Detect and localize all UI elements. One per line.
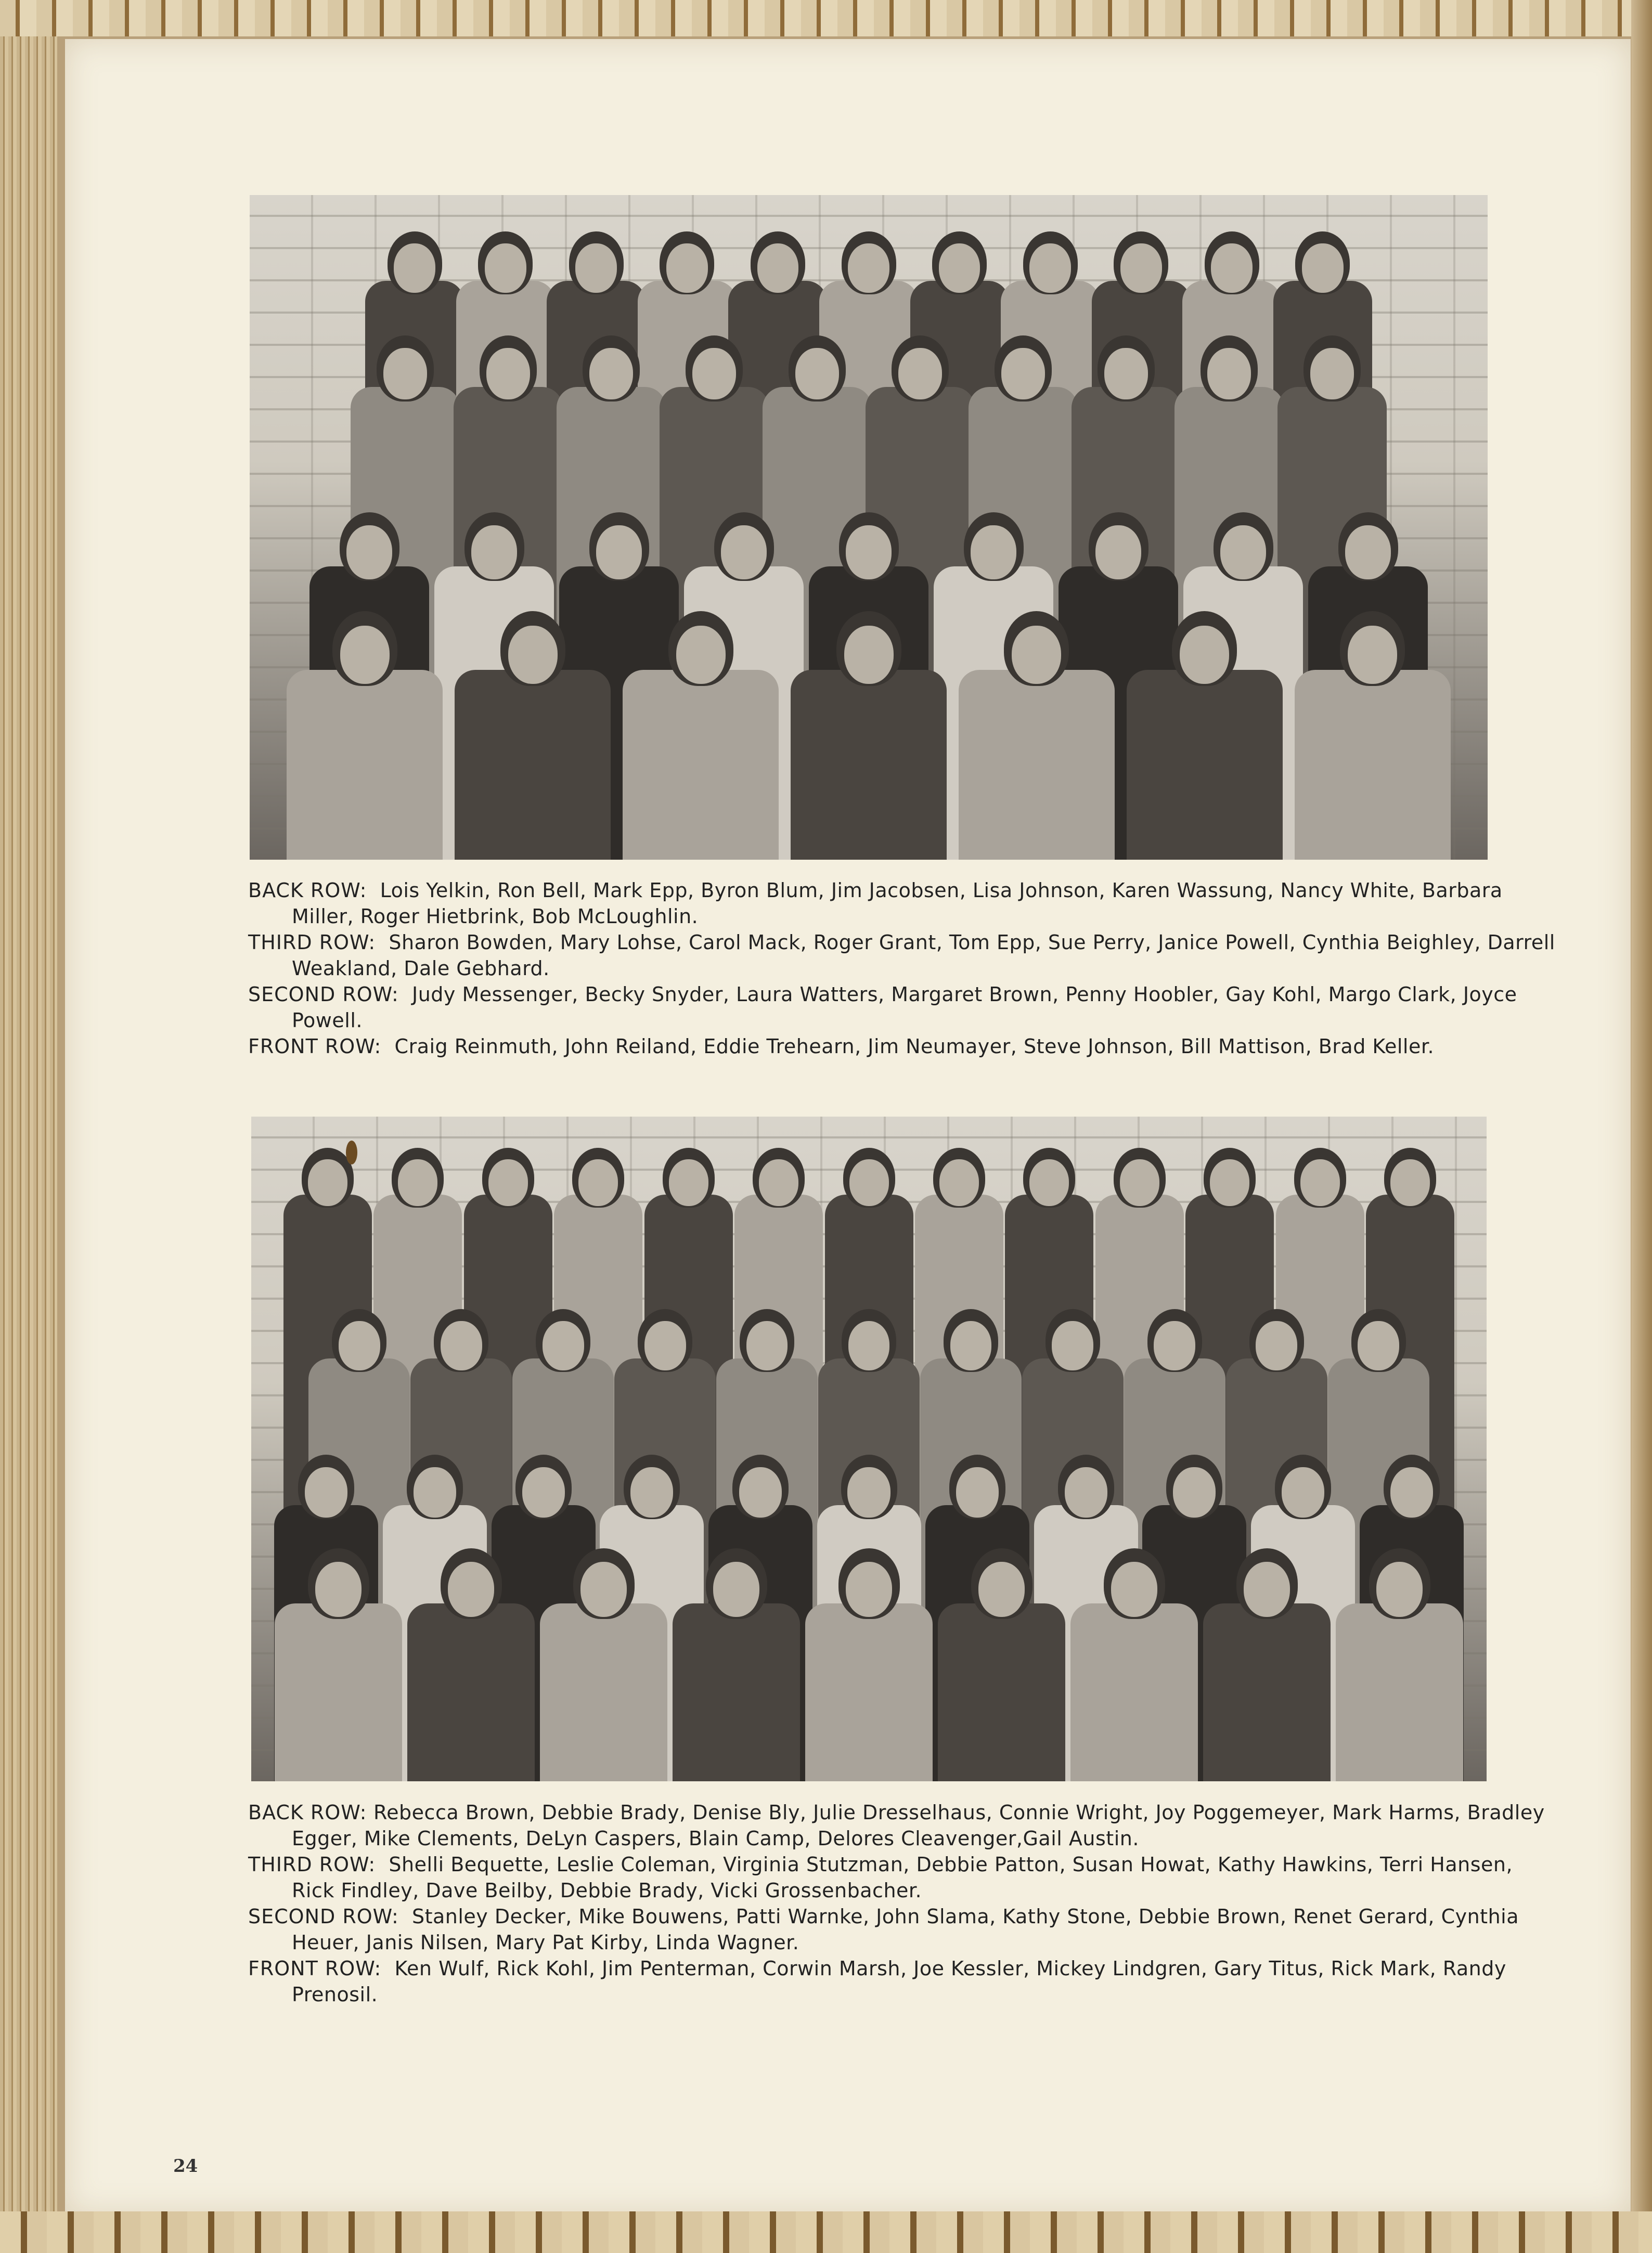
student-face	[795, 348, 839, 399]
student-face	[1029, 1159, 1069, 1206]
student-face	[448, 1562, 495, 1617]
student-face	[485, 243, 526, 293]
student-face	[1310, 348, 1354, 399]
student-figure	[673, 1603, 800, 1781]
student-figure	[455, 670, 611, 860]
row-names: Ken Wulf, Rick Kohl, Jim Penterman, Corwin Marsh, Joe Kessler, Mickey Lindgren, Gary Titus, Rick Mark, Randy Prenosil.	[292, 1957, 1506, 2006]
student-face	[1210, 1159, 1249, 1206]
student-face	[713, 1562, 760, 1617]
student-face	[589, 348, 633, 399]
row-label: FRONT ROW:	[248, 1035, 382, 1058]
student-face	[1104, 348, 1148, 399]
photo-1-caption	[248, 877, 1559, 1059]
student-face	[1282, 1467, 1324, 1518]
student-face	[676, 626, 726, 684]
class-photo-2	[251, 1117, 1487, 1781]
class-photo-1	[250, 195, 1488, 860]
caption-back-row	[248, 877, 1559, 929]
student-face	[1120, 243, 1162, 293]
student-figure	[1295, 670, 1451, 860]
student-face	[596, 525, 641, 579]
student-face	[1244, 1562, 1290, 1617]
student-face	[848, 1321, 890, 1370]
student-face	[849, 1159, 889, 1206]
page-right-edge	[1631, 0, 1652, 2253]
student-figure	[1336, 1603, 1463, 1781]
student-face	[971, 525, 1016, 579]
row-label: THIRD ROW:	[248, 1853, 376, 1876]
page-number: 24	[173, 2156, 198, 2177]
row-names: Rebecca Brown, Debbie Brady, Denise Bly, Julie Dresselhaus, Connie Wright, Joy Poggemeyer, Mark Harms, Bradley Egger, Mike Clements, DeLyn Caspers, Blain Camp, Delores Cleavenger,Gail Austin.	[292, 1801, 1545, 1850]
row-label: BACK ROW:	[248, 1801, 367, 1824]
row-names: Lois Yelkin, Ron Bell, Mark Epp, Byron Blum, Jim Jacobsen, Lisa Johnson, Karen Wassung, Nancy White, Barbara Miller, Roger Hietbrink, Bob McLoughlin.	[292, 879, 1503, 928]
student-face	[1256, 1321, 1297, 1370]
student-figure	[287, 670, 443, 860]
student-face	[1052, 1321, 1093, 1370]
student-figure	[791, 670, 947, 860]
student-face	[1012, 626, 1061, 684]
student-face	[1154, 1321, 1195, 1370]
student-face	[746, 1321, 788, 1370]
row-label: THIRD ROW:	[248, 931, 376, 954]
student-face	[1358, 1321, 1399, 1370]
student-face	[339, 1321, 380, 1370]
row-label: FRONT ROW:	[248, 1957, 382, 1980]
student-face	[721, 525, 766, 579]
student-face	[1120, 1159, 1159, 1206]
student-face	[1211, 243, 1253, 293]
student-face	[1300, 1159, 1340, 1206]
student-face	[666, 243, 708, 293]
student-face	[488, 1159, 528, 1206]
student-face	[1302, 243, 1344, 293]
student-face	[383, 348, 427, 399]
student-face	[739, 1467, 782, 1518]
student-face	[1348, 626, 1397, 684]
student-face	[844, 626, 894, 684]
student-face	[471, 525, 517, 579]
row-names: Stanley Decker, Mike Bouwens, Patti Warnke, John Slama, Kathy Stone, Debbie Brown, Renet Gerard, Cynthia Heuer, Janis Nilsen, Mary Pat Kirby, Linda Wagner.	[292, 1905, 1519, 1954]
student-face	[308, 1159, 347, 1206]
student-figure	[540, 1603, 667, 1781]
student-face	[847, 1467, 890, 1518]
student-face	[630, 1467, 673, 1518]
book-binding-edge	[0, 0, 57, 2253]
student-face	[759, 1159, 798, 1206]
student-face	[580, 1562, 627, 1617]
student-face	[1207, 348, 1251, 399]
student-face	[305, 1467, 347, 1518]
student-face	[1220, 525, 1266, 579]
student-face	[898, 348, 942, 399]
yearbook-page	[65, 39, 1631, 2216]
student-face	[1180, 626, 1229, 684]
student-face	[757, 243, 799, 293]
student-figure	[1203, 1603, 1331, 1781]
student-figure	[938, 1603, 1065, 1781]
student-face	[669, 1159, 708, 1206]
student-face	[939, 1159, 979, 1206]
page-bottom-edge	[0, 2211, 1652, 2253]
student-face	[1111, 1562, 1158, 1617]
row-label: SECOND ROW:	[248, 983, 399, 1006]
student-face	[340, 626, 390, 684]
row-names: Sharon Bowden, Mary Lohse, Carol Mack, Roger Grant, Tom Epp, Sue Perry, Janice Powell, Cynthia Beighley, Darrell Weakland, Dale Gebhard.	[292, 931, 1555, 980]
row-label: SECOND ROW:	[248, 1905, 399, 1928]
student-figure	[1127, 670, 1283, 860]
student-face	[846, 1562, 893, 1617]
student-face	[848, 243, 889, 293]
student-face	[1095, 525, 1141, 579]
student-face	[414, 1467, 456, 1518]
caption-front-row	[248, 1033, 1559, 1059]
student-figure	[959, 670, 1115, 860]
student-face	[543, 1321, 584, 1370]
caption-front-row	[248, 1956, 1559, 2008]
student-face	[1065, 1467, 1107, 1518]
student-face	[394, 243, 435, 293]
student-face	[950, 1321, 992, 1370]
caption-third-row	[248, 1851, 1559, 1904]
student-face	[1345, 525, 1390, 579]
row-label: BACK ROW:	[248, 879, 367, 902]
student-face	[1029, 243, 1071, 293]
student-figure	[275, 1603, 402, 1781]
student-face	[1390, 1467, 1433, 1518]
caption-second-row	[248, 1904, 1559, 1956]
student-face	[644, 1321, 686, 1370]
student-figure	[407, 1603, 535, 1781]
students-group-1	[250, 195, 1488, 860]
student-face	[692, 348, 736, 399]
row-names: Judy Messenger, Becky Snyder, Laura Watters, Margaret Brown, Penny Hoobler, Gay Kohl, Margo Clark, Joyce Powell.	[292, 983, 1517, 1032]
student-face	[1390, 1159, 1430, 1206]
student-figure	[805, 1603, 933, 1781]
row-names: Shelli Bequette, Leslie Coleman, Virginia Stutzman, Debbie Patton, Susan Howat, Kathy Hawkins, Terri Hansen, Rick Findley, Dave Beilby, Debbie Brady, Vicki Grossenbacher.	[292, 1853, 1513, 1902]
students-group-2	[251, 1117, 1487, 1781]
student-face	[398, 1159, 437, 1206]
student-face	[578, 1159, 618, 1206]
caption-third-row	[248, 929, 1559, 981]
student-face	[486, 348, 530, 399]
stain-mark	[346, 1141, 357, 1164]
student-face	[1001, 348, 1045, 399]
student-face	[315, 1562, 362, 1617]
student-face	[978, 1562, 1025, 1617]
student-face	[846, 525, 891, 579]
row-names: Craig Reinmuth, John Reiland, Eddie Trehearn, Jim Neumayer, Steve Johnson, Bill Mattison, Brad Keller.	[394, 1035, 1435, 1058]
page-top-edge	[0, 0, 1652, 36]
student-face	[1376, 1562, 1423, 1617]
caption-second-row	[248, 981, 1559, 1033]
caption-back-row	[248, 1799, 1559, 1851]
student-face	[575, 243, 617, 293]
student-face	[939, 243, 980, 293]
student-face	[1173, 1467, 1216, 1518]
student-face	[441, 1321, 482, 1370]
student-figure	[623, 670, 779, 860]
student-face	[956, 1467, 999, 1518]
student-face	[508, 626, 558, 684]
student-face	[522, 1467, 565, 1518]
student-figure	[1070, 1603, 1198, 1781]
student-face	[346, 525, 392, 579]
photo-2-caption	[248, 1799, 1559, 2008]
